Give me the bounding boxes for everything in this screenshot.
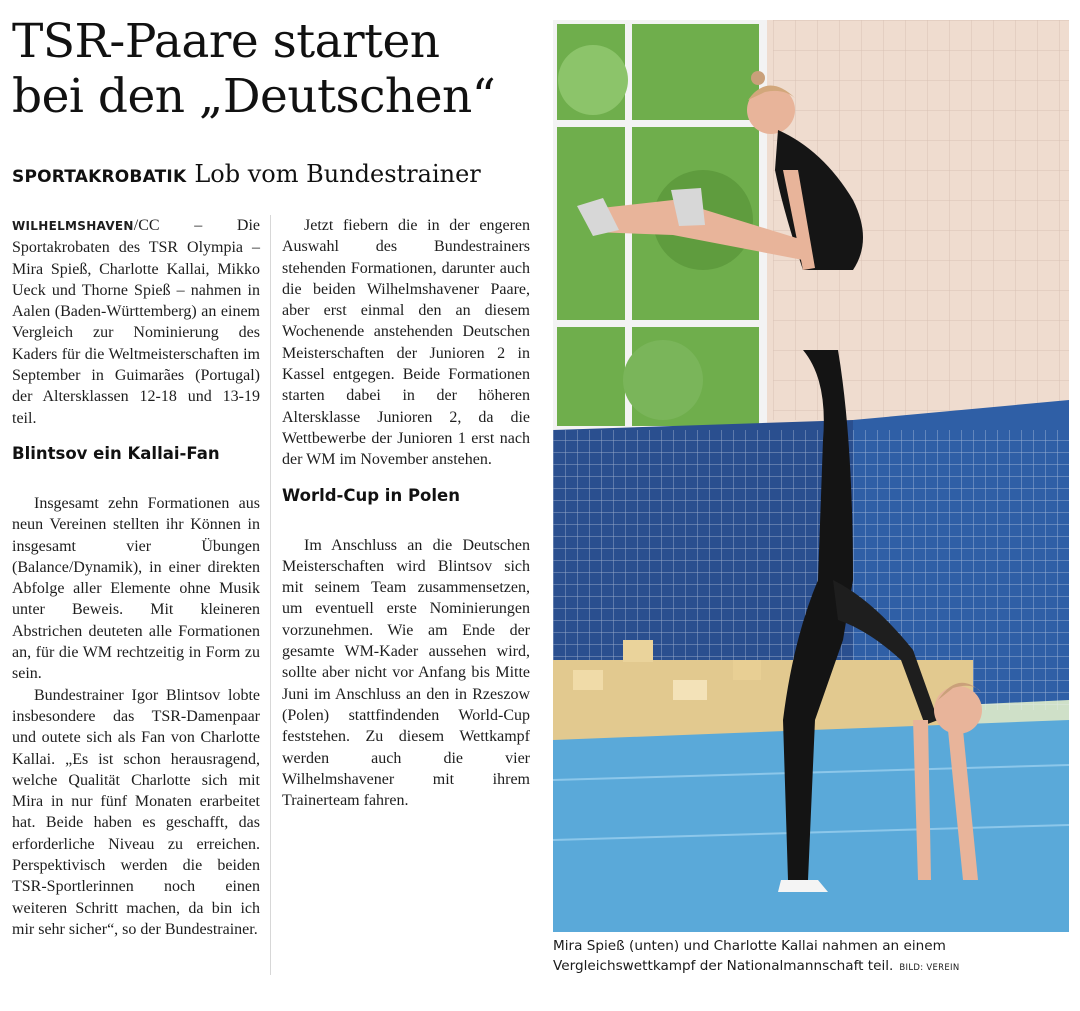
text-column-2: [282, 215, 530, 811]
headline-line-1: TSR-Paare starten: [12, 14, 440, 69]
column-rule: [270, 215, 271, 975]
subhead-1: Blintsov ein Kallai-Fan: [12, 443, 220, 463]
text-column-1: [12, 215, 260, 940]
author-tag: /CC –: [133, 217, 203, 234]
paragraph-4: Jetzt fiebern die in der engeren Auswahl des Bundestrainers stehenden Formationen, darunter auch die beiden Wilhelmshavener Paare, aber erst einmal den an diesem Wochenende anstehenden Deutschen Meisterschaften der Junioren 2 in Kassel entgegen. Beide Formationen starten dabei in der höheren Altersklasse Junioren 2, da die Wettbewerbe der Junioren 1 erst nach der WM im November anstehen.: [282, 217, 530, 469]
paragraph-1: Die Sportakrobaten des TSR Olympia – Mira Spieß, Charlotte Kallai, Mikko Ueck und Thorne Spieß – nahmen in Aalen (Baden-Württemberg) an einem Vergleich zur Nominierung des Kaders für die Weltmeisterschaften im September in Guimarães (Portugal) der Altersklassen 12-18 und 13-19 teil.: [12, 217, 260, 427]
headline-line-2: bei den „Deutschen“: [12, 69, 496, 124]
deck: Lob vom Bundestrainer: [194, 160, 481, 188]
photo-credit: BILD: VEREIN: [899, 963, 960, 973]
subline: [12, 160, 552, 188]
paragraph-5: Im Anschluss an die Deutschen Meisterschaften wird Blintsov sich mit seinem Team zusammensetzen, um eventuell erste Nominierungen vorzunehmen. Wie am Ende der gesamte WM-Kader aussehen wird, sollte aber nicht vor Anfang bis Mitte Juni im Anschluss an den in Rzeszow (Polen) stattfindenden World-Cup feststehen. Zu diesem Wettkampf werden auch die vier Wilhelmshavener mit ihrem Trainerteam fahren.: [282, 536, 530, 810]
paragraph-3: Bundestrainer Igor Blintsov lobte insbesondere das TSR-Damenpaar und outete sich als Fan von Charlotte Kallai. „Es ist schon herausragend, welche Qualität Charlotte sich mit Mira in nur fünf Monaten erarbeitet hat. Beide haben es geschafft, das erforderliche Niveau zu erreichen. Perspektivisch werden die beiden TSR-Sportlerinnen noch einen weiteren Schritt machen, da bin ich mir sehr sicher“, so der Bundestrainer.: [12, 686, 260, 938]
article-photo: [553, 20, 1069, 932]
headline: [12, 14, 542, 124]
caption-text: Mira Spieß (unten) und Charlotte Kallai nahmen an einem Vergleichswettkampf der Nationalmannschaft teil.: [553, 938, 946, 974]
dateline: WILHELMSHAVEN: [12, 219, 134, 233]
paragraph-2: Insgesamt zehn Formationen aus neun Vereinen stellten ihr Können in insgesamt vier Übungen (Balance/Dynamik), in einer direkten Abfolge aller Elemente ohne Musik unter Beweis. Mit kleineren Abstrichen deuteten alle Formationen an, für die WM rechtzeitig in Form zu sein.: [12, 494, 260, 683]
kicker: SPORTAKROBATIK: [12, 167, 187, 187]
photo-caption: [553, 936, 1069, 978]
paragraph-1-container: [12, 215, 260, 429]
subhead-2: World-Cup in Polen: [282, 485, 460, 505]
acrobatics-photo-illustration: [553, 20, 1069, 932]
